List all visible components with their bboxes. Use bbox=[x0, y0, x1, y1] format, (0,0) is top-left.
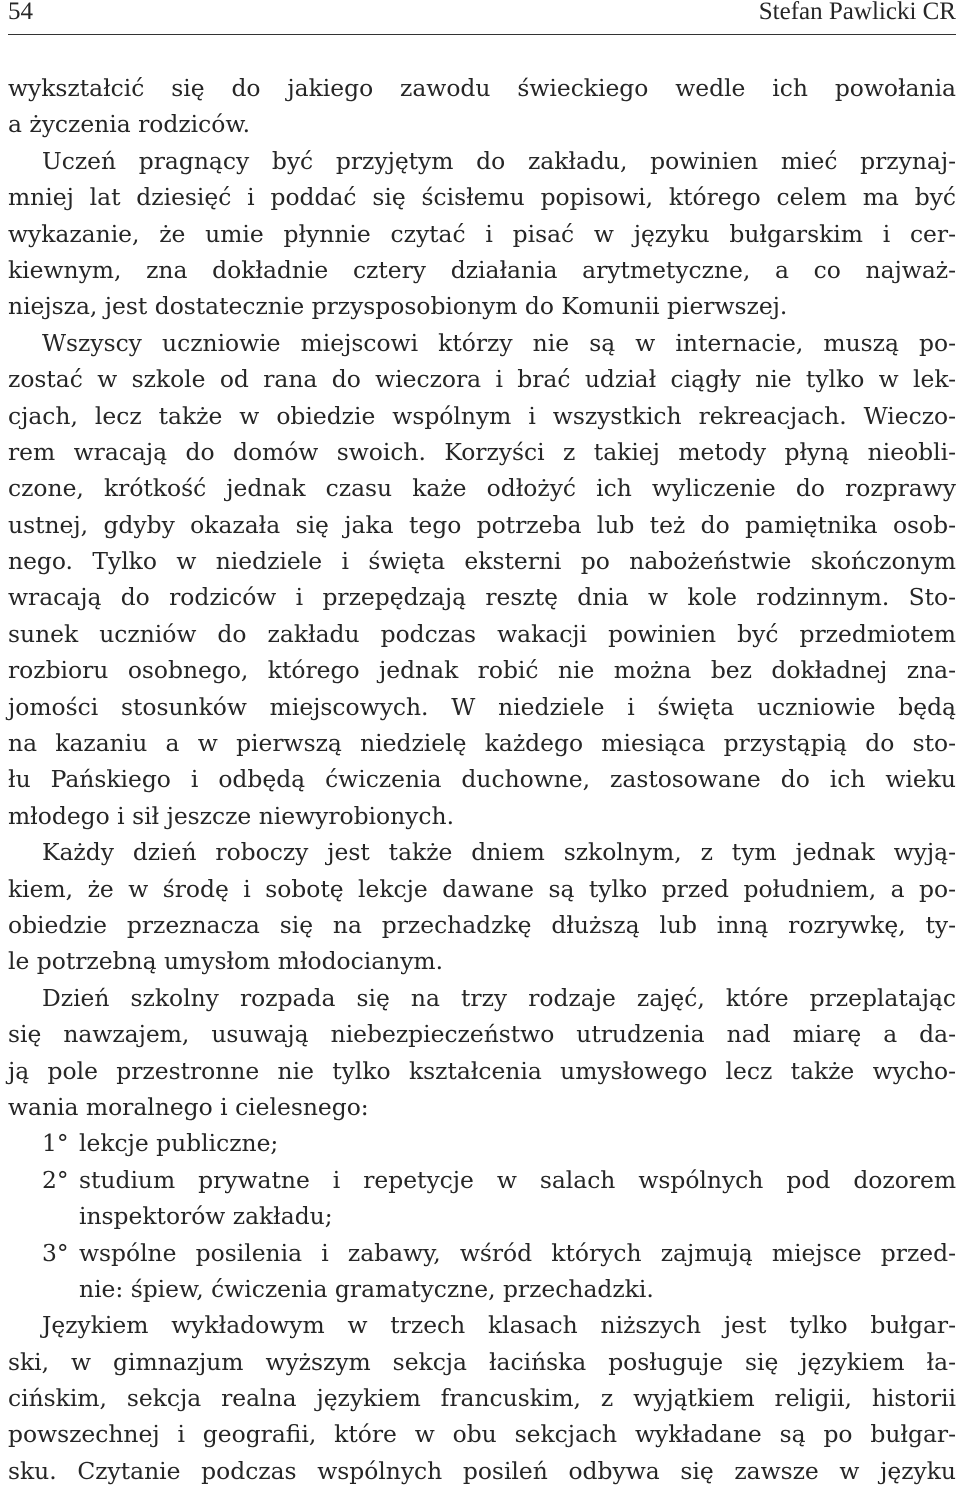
text-line: czone, krótkość jednak czasu każe odłożyć ich wyliczenie do rozprawy bbox=[8, 474, 956, 503]
text-line: Dzień szkolny rozpada się na trzy rodzaje zajęć, które przeplatając bbox=[42, 983, 956, 1012]
list-marker: 3° bbox=[42, 1238, 69, 1267]
text-line: cińskim, sekcja realna językiem francuskim, z wyjątkiem religii, historii bbox=[8, 1384, 956, 1413]
text-line: sku. Czytanie podczas wspólnych posileń odbywa się zawsze w języku bbox=[8, 1456, 956, 1485]
text-line: obiedzie przeznacza się na przechadzkę dłuższą lub inną rozrywkę, ty- bbox=[8, 910, 956, 939]
text-line: nego. Tylko w niedziele i święta eksterni po nabożeństwie skończonym bbox=[8, 547, 956, 576]
text-line: rozbioru osobnego, którego jednak robić nie można bez dokładnej zna- bbox=[8, 656, 956, 685]
list-item-text: wspólne posilenia i zabawy, wśród których zajmują miejsce przed- bbox=[79, 1238, 956, 1267]
text-line: niejsza, jest dostatecznie przysposobionym do Komunii pierwszej. bbox=[8, 292, 788, 321]
body-text bbox=[8, 70, 956, 1489]
text-line: powszechnej i geografii, które w obu sekcjach wykładane są po bułgar- bbox=[8, 1420, 956, 1449]
text-line: wracają do rodziców i przepędzają resztę dnia w kole rodzinnym. Sto- bbox=[8, 583, 956, 612]
page-number: 54 bbox=[8, 0, 33, 25]
text-line: kiewnym, zna dokładnie cztery działania arytmetyczne, a co najważ- bbox=[8, 255, 956, 284]
text-line: mniej lat dziesięć i poddać się ścisłemu popisowi, którego celem ma być bbox=[8, 183, 956, 212]
text-line: łu Pańskiego i odbędą ćwiczenia duchowne, zastosowane do ich wieku bbox=[8, 765, 956, 794]
text-line: jomości stosunków miejscowych. W niedziele i święta uczniowie będą bbox=[8, 692, 956, 721]
list-item-text: lekcje publiczne; bbox=[79, 1129, 279, 1158]
running-header bbox=[8, 0, 956, 35]
list-marker: 1° bbox=[42, 1129, 69, 1158]
list-item bbox=[8, 1125, 956, 1161]
list-item-continuation: nie: śpiew, ćwiczenia gramatyczne, przechadzki. bbox=[79, 1274, 654, 1303]
text-line: Uczeń pragnący być przyjętym do zakładu, powinien mieć przynaj- bbox=[42, 146, 956, 175]
text-line: wania moralnego i cielesnego: bbox=[8, 1092, 369, 1121]
text-line: Językiem wykładowym w trzech klasach niższych jest tylko bułgar- bbox=[42, 1311, 956, 1340]
list-marker: 2° bbox=[42, 1165, 69, 1194]
running-title: Stefan Pawlicki CR bbox=[758, 0, 956, 25]
text-line: się nawzajem, usuwają niebezpieczeństwo utrudzenia nad miarę a da- bbox=[8, 1020, 956, 1049]
text-line: a życzenia rodziców. bbox=[8, 110, 251, 139]
text-line: cjach, lecz także w obiedzie wspólnym i wszystkich rekreacjach. Wieczo- bbox=[8, 401, 956, 430]
text-line: ją pole przestronne nie tylko kształcenia umysłowego lecz także wycho- bbox=[8, 1056, 956, 1085]
text-line: wykształcić się do jakiego zawodu świeckiego wedle ich powołania bbox=[8, 74, 956, 102]
text-line: Wszyscy uczniowie miejscowi którzy nie są w internacie, muszą po- bbox=[42, 328, 956, 357]
text-line: sunek uczniów do zakładu podczas wakacji powinien być przedmiotem bbox=[8, 619, 956, 648]
list-item-text: studium prywatne i repetycje w salach wspólnych pod dozorem bbox=[79, 1165, 956, 1194]
list-item bbox=[8, 1235, 956, 1271]
text-line: ski, w gimnazjum wyższym sekcja łacińska posługuje się językiem ła- bbox=[8, 1347, 956, 1376]
text-line: wykazanie, że umie płynnie czytać i pisać w języku bułgarskim i cer- bbox=[8, 219, 956, 248]
document-page bbox=[8, 0, 956, 1495]
text-line: zostać w szkole od rana do wieczora i brać udział ciągły nie tylko w lek- bbox=[8, 365, 956, 394]
list-item-continuation: inspektorów zakładu; bbox=[79, 1202, 333, 1231]
text-line: młodego i sił jeszcze niewyrobionych. bbox=[8, 801, 454, 830]
text-line: le potrzebną umysłom młodocianym. bbox=[8, 947, 444, 976]
text-line: na kazaniu a w pierwszą niedzielę każdego miesiąca przystąpią do sto- bbox=[8, 729, 956, 758]
text-line: Każdy dzień roboczy jest także dniem szkolnym, z tym jednak wyją- bbox=[42, 838, 956, 867]
text-line: ustnej, gdyby okazała się jaka tego potrzeba lub też do pamiętnika osob- bbox=[8, 510, 956, 539]
text-line: kiem, że w środę i sobotę lekcje dawane są tylko przed południem, a po- bbox=[8, 874, 956, 903]
list-item bbox=[8, 1162, 956, 1198]
text-line: rem wracają do domów swoich. Korzyści z takiej metody płyną nieobli- bbox=[8, 437, 956, 466]
